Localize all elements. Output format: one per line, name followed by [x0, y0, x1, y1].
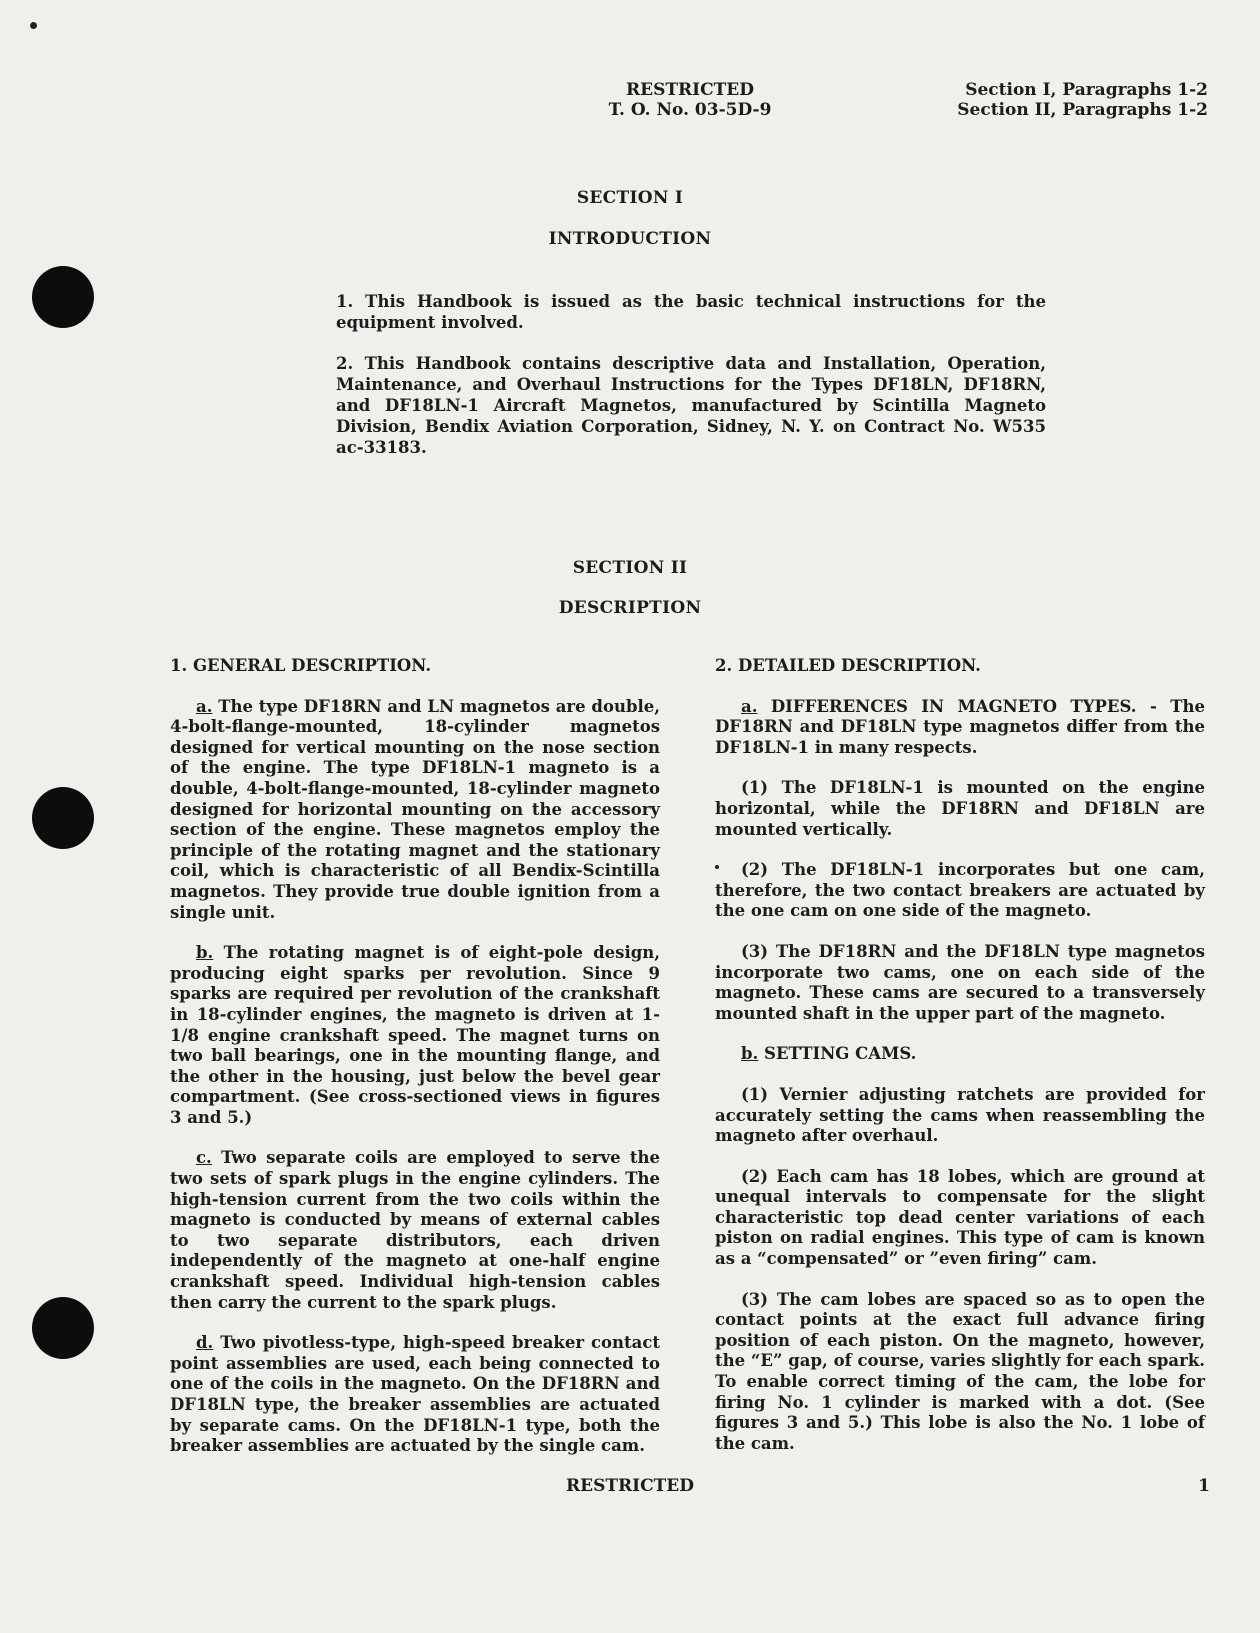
detailed-description-a1: (1) The DF18LN-1 is mounted on the engine horizontal, while the DF18RN and DF18LN are mounted vertically.: [715, 778, 1205, 839]
detailed-description-b: [715, 1044, 1205, 1065]
section-2-title: SECTION II: [572, 558, 688, 578]
item-text: SETTING CAMS.: [758, 1044, 917, 1064]
header-classification: RESTRICTED: [626, 80, 754, 100]
detailed-description-a2: (2) The DF18LN-1 incorporates but one cam, therefore, the two contact breakers are actuated by the one cam on one side of the magneto.: [715, 860, 1205, 921]
header-left: [600, 80, 780, 120]
item-text: The type DF18RN and LN magnetos are double, 4-bolt-flange-mounted, 18-cylinder magnetos designed for vertical mounting on the nose section of the engine. The type DF18LN-1 magneto is a double, 4-bolt-flange-mounted, 18-cylinder magneto designed for horizontal mounting on the accessory section of the engine. These magnetos employ the principle of the rotating magnet and the stationary coil, which is characteristic of all Bendix-Scintilla magnetos. They provide true double ignition from a single unit.: [170, 696, 660, 922]
item-text: The rotating magnet is of eight-pole design, producing eight sparks per revolution. Since 9 sparks are required per revolution of the crankshaft in 18-cylinder engines, the magneto is driven at 1-1/8 engine crankshaft speed. The magnet turns on two ball bearings, one in the mounting flange, and the other in the housing, just below the bevel gear compartment. (See cross-sectioned views in figures 3 and 5.): [170, 943, 660, 1127]
right-column: [715, 656, 1205, 1474]
detailed-description-b2: (2) Each cam has 18 lobes, which are ground at unequal intervals to compensate for the slight characteristic top dead center variations of each piston on radial engines. This type of cam is known as a “compensated” or ”even firing” cam.: [715, 1166, 1205, 1269]
item-text: Two pivotless-type, high-speed breaker contact point assemblies are used, each being connected to one of the coils in the magneto. On the DF18RN and DF18LN type, the breaker assemblies are actuated by separate cams. On the DF18LN-1 type, both the breaker assemblies are actuated by the single cam.: [170, 1333, 660, 1456]
section-1-subtitle: INTRODUCTION: [548, 229, 712, 249]
speck-mark: [30, 22, 37, 29]
item-letter: a.: [741, 696, 758, 716]
general-description-c: [170, 1148, 660, 1313]
header-right: [957, 80, 1208, 120]
detailed-description-heading: 2. DETAILED DESCRIPTION.: [715, 656, 981, 675]
binder-hole: [32, 787, 94, 849]
intro-paragraph-1: 1. This Handbook is issued as the basic technical instructions for the equipment involved.: [336, 292, 1046, 332]
section-1-title: SECTION I: [576, 188, 684, 208]
header-section-ref-1: Section I, Paragraphs 1-2: [965, 80, 1208, 100]
detailed-description-b1: (1) Vernier adjusting ratchets are provided for accurately setting the cams when reassembling the magneto after overhaul.: [715, 1084, 1205, 1146]
footer-classification: RESTRICTED: [566, 1476, 694, 1496]
header-section-ref-2: Section II, Paragraphs 1-2: [957, 100, 1208, 120]
section-2-subtitle: DESCRIPTION: [558, 598, 702, 618]
item-text: DIFFERENCES IN MAGNETO TYPES. - The DF18RN and DF18LN type magnetos differ from the DF18LN-1 in many respects.: [715, 696, 1205, 757]
item-letter: b.: [741, 1044, 759, 1064]
general-description-a: [170, 697, 660, 924]
binder-hole: [32, 1297, 94, 1359]
detailed-description-a: [715, 697, 1205, 759]
detailed-description-a3: (3) The DF18RN and the DF18LN type magnetos incorporate two cams, one on each side of the magneto. These cams are secured to a transversely mounted shaft in the upper part of the magneto.: [715, 941, 1205, 1023]
general-description-heading: 1. GENERAL DESCRIPTION.: [170, 656, 432, 675]
item-text: Two separate coils are employed to serve the two sets of spark plugs in the engine cylinders. The high-tension current from the two coils within the magneto is conducted by means of external cables to two separate distributors, each driven independently of the magneto at one-half engine crankshaft speed. Individual high-tension cables then carry the current to the spark plugs.: [170, 1148, 660, 1312]
item-letter: c.: [196, 1148, 212, 1168]
binder-hole: [32, 266, 94, 328]
detailed-description-b3: (3) The cam lobes are spaced so as to open the contact points at the exact full advance firing position of each piston. On the magneto, however, the “E” gap, of course, varies slightly for each spark. To enable correct timing of the cam, the lobe for firing No. 1 cylinder is marked with a dot. (See figures 3 and 5.) This lobe is also the No. 1 lobe of the cam.: [715, 1289, 1205, 1453]
page-number: 1: [1198, 1476, 1210, 1496]
item-letter: a.: [196, 696, 213, 716]
left-column: [170, 656, 660, 1477]
intro-paragraph-2: 2. This Handbook contains descriptive data and Installation, Operation, Maintenance, and Overhaul Instructions for the Types DF18LN, DF18RN, and DF18LN-1 Aircraft Magnetos, manufactured by Scintilla Magneto Division, Bendix Aviation Corporation, Sidney, N. Y. on Contract No. W535 ac-33183.: [336, 354, 1046, 457]
item-letter: b.: [196, 943, 214, 963]
general-description-b: [170, 943, 660, 1128]
header-to-number: T. O. No. 03-5D-9: [608, 100, 772, 120]
general-description-d: [170, 1333, 660, 1457]
item-letter: d.: [196, 1333, 214, 1353]
